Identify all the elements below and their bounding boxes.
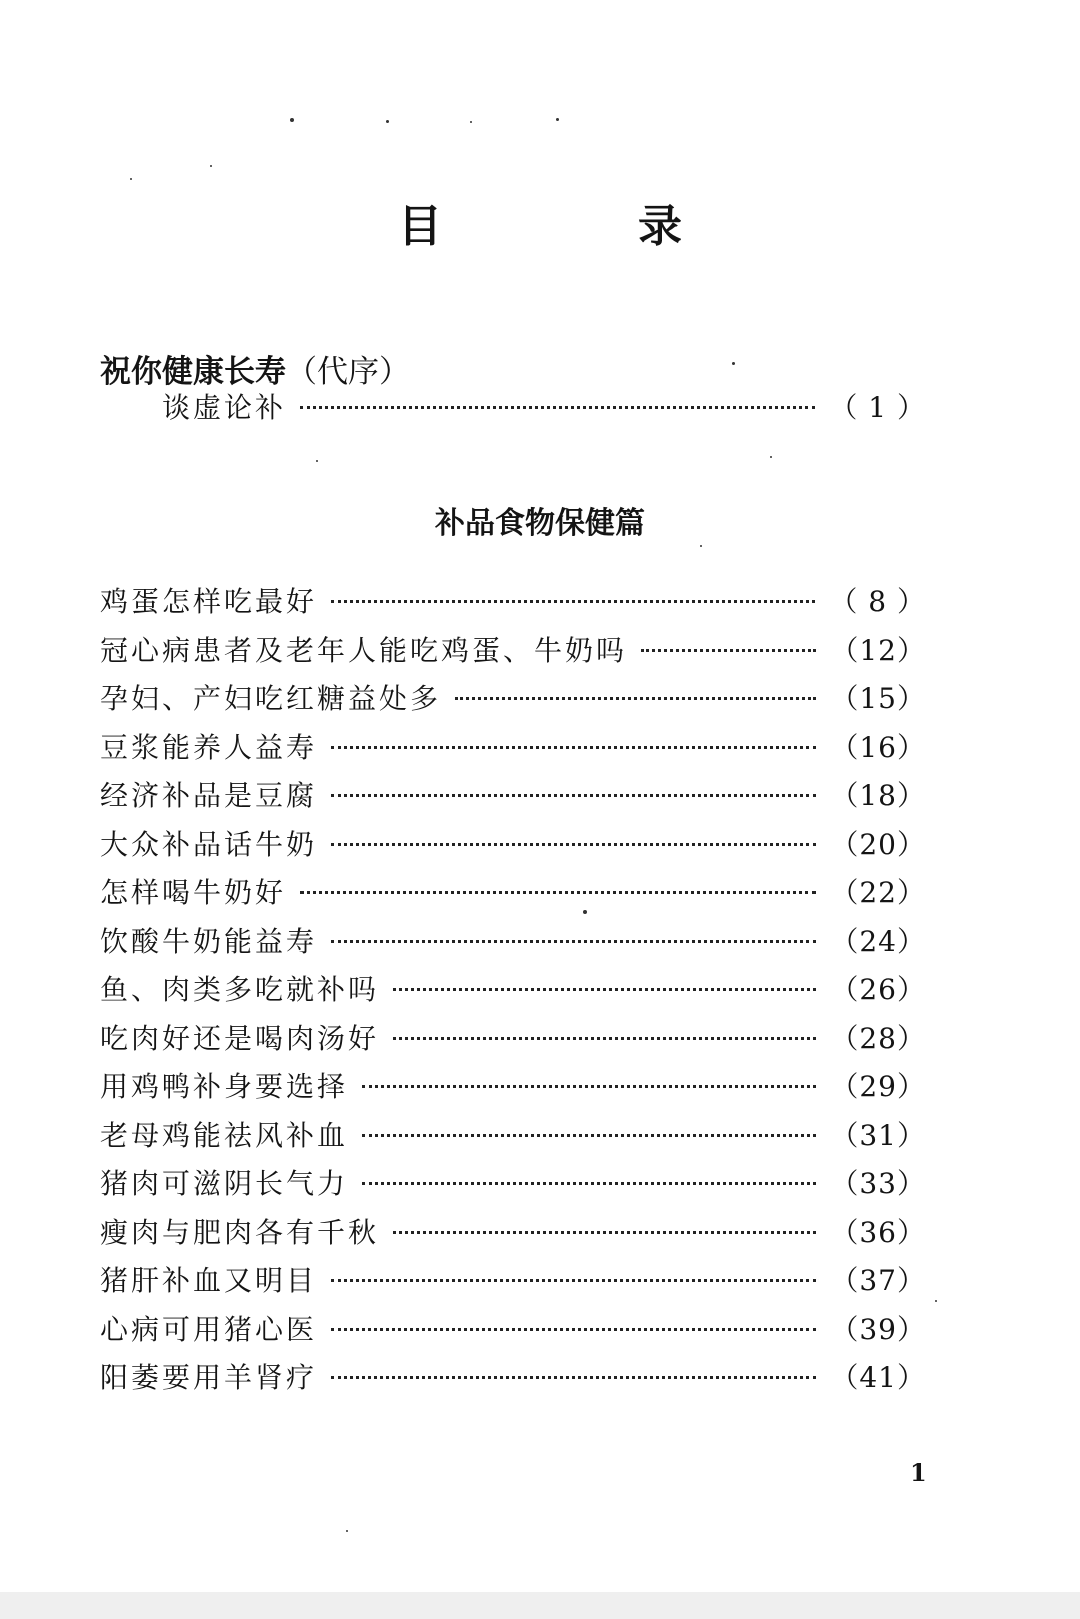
toc-entry-page: （33）: [830, 1167, 926, 1200]
scan-speck: [583, 910, 587, 914]
toc-entry-page: （12）: [830, 634, 926, 667]
toc-entry-page: （16）: [830, 731, 926, 764]
dot-leader: [331, 940, 816, 943]
toc-entry[interactable]: [100, 1114, 926, 1154]
bottom-strip: [0, 1592, 1080, 1619]
scan-speck: [470, 121, 472, 123]
toc-entry-title: 饮酸牛奶能益寿: [100, 925, 318, 958]
dot-leader: [300, 406, 815, 409]
toc-entry[interactable]: [100, 1211, 926, 1251]
toc-entry-page: （37）: [830, 1264, 926, 1297]
toc-entry[interactable]: [100, 823, 926, 863]
dot-leader: [362, 1085, 816, 1088]
scan-speck: [346, 1530, 348, 1532]
toc-entry-page: （20）: [830, 828, 926, 861]
toc-entry[interactable]: [100, 774, 926, 814]
toc-entry[interactable]: [100, 920, 926, 960]
dot-leader: [331, 1376, 816, 1379]
scan-speck: [770, 456, 772, 458]
section-heading: 补品食物保健篇: [435, 506, 645, 541]
scan-speck: [700, 545, 702, 547]
scan-speck: [386, 120, 389, 123]
scan-speck: [935, 1300, 937, 1302]
page-number: 1: [910, 1458, 927, 1487]
dot-leader: [393, 1231, 816, 1234]
toc-entry-page: （ 8 ）: [829, 585, 926, 618]
toc-entry-page: （36）: [830, 1216, 926, 1249]
toc-entry-page: （31）: [830, 1119, 926, 1152]
toc-entry-page: （24）: [830, 925, 926, 958]
toc-entry-page: （22）: [830, 876, 926, 909]
toc-entry[interactable]: [100, 968, 926, 1008]
dot-leader: [331, 1279, 816, 1282]
toc-entry-title: 谈虚论补: [162, 391, 287, 424]
toc-entry[interactable]: [100, 629, 926, 669]
toc-entry-title: 阳萎要用羊肾疗: [100, 1361, 318, 1394]
toc-entry[interactable]: [100, 580, 926, 620]
dot-leader: [455, 697, 816, 700]
toc-entry[interactable]: [100, 1259, 926, 1299]
toc-entry[interactable]: [100, 677, 926, 717]
toc-entry-title: 孕妇、产妇吃红糖益处多: [100, 682, 442, 715]
toc-entry[interactable]: [100, 871, 926, 911]
toc-entry-page: （28）: [830, 1022, 926, 1055]
toc-entry-title: 怎样喝牛奶好: [100, 876, 287, 909]
toc-entry-page: （39）: [830, 1313, 926, 1346]
toc-entry-title: 瘦肉与肥肉各有千秋: [100, 1216, 380, 1249]
toc-entry-page: （41）: [830, 1361, 926, 1394]
preface-heading-note: （代序）: [286, 354, 410, 390]
dot-leader: [362, 1182, 816, 1185]
page-title: 目 录: [398, 201, 758, 252]
toc-entry-preface[interactable]: [162, 386, 926, 426]
scan-speck: [290, 118, 294, 122]
toc-entry-title: 吃肉好还是喝肉汤好: [100, 1022, 380, 1055]
toc-entry[interactable]: [100, 1308, 926, 1348]
dot-leader: [331, 794, 816, 797]
preface-heading-text: 祝你健康长寿: [100, 354, 286, 390]
dot-leader: [393, 1037, 816, 1040]
toc-entry[interactable]: [100, 1356, 926, 1396]
toc-entry[interactable]: [100, 1017, 926, 1057]
toc-entry-page: （ 1 ）: [829, 391, 926, 424]
toc-entry-title: 豆浆能养人益寿: [100, 731, 318, 764]
toc-entry-title: 猪肉可滋阴长气力: [100, 1167, 349, 1200]
toc-entry-title: 猪肝补血又明目: [100, 1264, 318, 1297]
toc-entry-page: （18）: [830, 779, 926, 812]
dot-leader: [641, 649, 816, 652]
toc-entry[interactable]: [100, 1162, 926, 1202]
dot-leader: [393, 988, 816, 991]
toc-entry-page: （26）: [830, 973, 926, 1006]
toc-entry-page: （29）: [830, 1070, 926, 1103]
scan-speck: [556, 118, 559, 121]
toc-entry-title: 老母鸡能祛风补血: [100, 1119, 349, 1152]
dot-leader: [331, 746, 816, 749]
dot-leader: [331, 600, 815, 603]
toc-entry-title: 冠心病患者及老年人能吃鸡蛋、牛奶吗: [100, 634, 628, 667]
scan-speck: [210, 165, 212, 167]
toc-entry-title: 用鸡鸭补身要选择: [100, 1070, 349, 1103]
toc-entry-title: 经济补品是豆腐: [100, 779, 318, 812]
scan-speck: [732, 362, 735, 365]
dot-leader: [331, 1328, 816, 1331]
scan-speck: [316, 460, 318, 462]
toc-entry-title: 鱼、肉类多吃就补吗: [100, 973, 380, 1006]
toc-entry-title: 鸡蛋怎样吃最好: [100, 585, 318, 618]
toc-entry-page: （15）: [830, 682, 926, 715]
toc-entry[interactable]: [100, 1065, 926, 1105]
dot-leader: [331, 843, 816, 846]
preface-heading: [100, 346, 410, 391]
dot-leader: [362, 1134, 816, 1137]
dot-leader: [300, 891, 816, 894]
toc-entry[interactable]: [100, 726, 926, 766]
scan-speck: [130, 178, 132, 180]
toc-entry-title: 心病可用猪心医: [100, 1313, 318, 1346]
toc-entry-title: 大众补品话牛奶: [100, 828, 318, 861]
